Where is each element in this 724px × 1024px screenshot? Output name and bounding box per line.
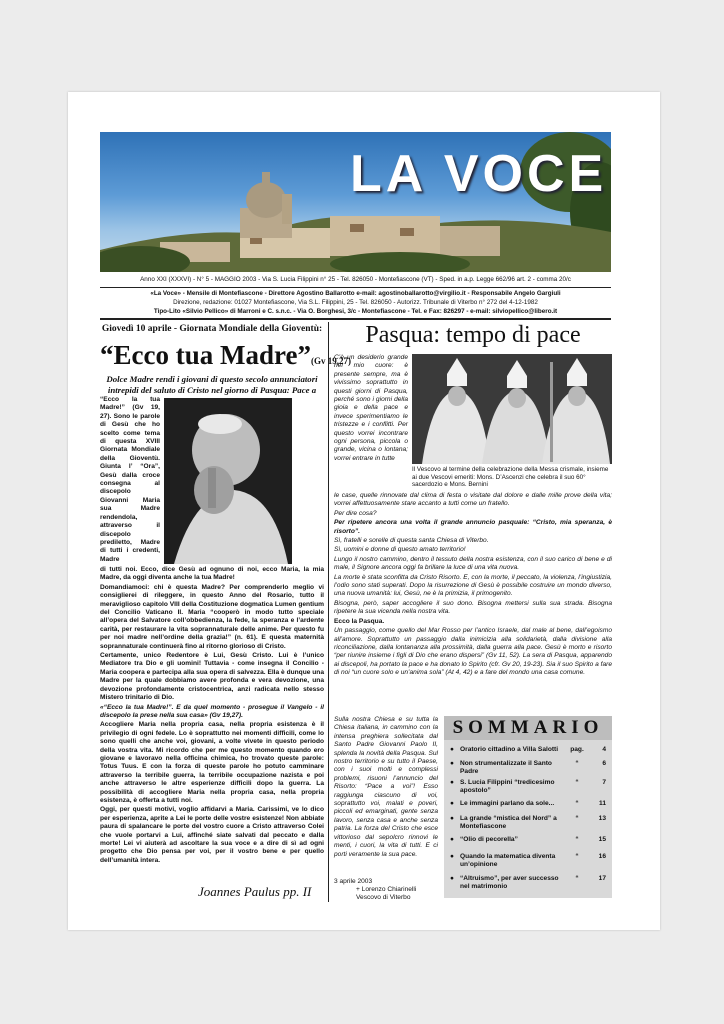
- bishops-photo-caption: Il Vescovo al termine della celebrazione della Messa crismale, insieme ai due Vescovi emeriti: Mons. D’Ascenzi che celebra il suo 60° sacerdozio e Mons. Bernini: [412, 466, 609, 489]
- pope-portrait-image: [164, 398, 292, 564]
- left-paragraph: Domandiamoci: chi è questa Madre? Per comprenderlo meglio vi consiglierei di rileggere, in questo Anno del Rosario, tutto il meraviglioso capitolo VIII della Costituzione dogmatica Lumen gentium del Concilio Vaticano II. Maria “cooperò in modo tutto speciale all’opera del Salvatore coll’obbedienza, la fede, la speranza e l’ardente carità, per restaurare la vita soprannaturale delle anime. Per questo fu per noi madre nell’ordine della grazia!” (n. 61). E questa maternità soprannaturale continuerà fino al ritorno glorioso di Cristo.: [100, 583, 324, 650]
- newspaper-page: [68, 92, 660, 930]
- summary-item-label: Quando la matematica diventa un’opinione: [460, 853, 556, 868]
- summary-box: [444, 716, 612, 898]
- ditto-mark: “: [575, 853, 579, 860]
- summary-item-label: “Altruismo”, per aver successo nel matrimonio: [460, 875, 559, 890]
- right-paragraph: Un passaggio, come quello del Mar Rosso per l’antico Israele, dal male al bene, dall’egoismo all’amore. Soprattutto un passaggio dalla inimicizia alla solidarietà, dalla divisione alla riconciliazione, dalla lontananza alla prossimità, dalla guerra alla pace. Gesù è morto e risorto “per riunire insieme i figli di Dio che erano dispersi” (Gv 11, 52). La sera di Pasqua, apparendo ai discepoli, ha portato la pace e ha donato lo Spirito (cfr. Gv 20, 19-23). Sia il suo Spirito a fare di noi “un cuore solo e un’anima sola” (At 4, 42) e a fare del mondo una casa comune.: [334, 627, 612, 677]
- publisher-line-2: Direzione, redazione: 01027 Montefiascone, Via S.L. Filippini, 25 - Tel. 826050 - Autorizz. Tribunale di Viterbo n° 272 del 4-12-1982: [173, 299, 538, 306]
- left-paragraph: Oggi, per questi motivi, voglio affidarvi a Maria. Carissimi, ve lo dico per esperienza, aprite a Lei le porte delle vostre esistenze! Non abbiate paura di spalancare le porte del vostro cuore a Cristo attraverso Colei che vuole portarvi a Lui, affinché siate salvati dal peccato e dalla morte! Lei vi aiuterà ad ascoltare la sua voce e a dire di sì ad ogni progetto che Dio pensa per voi, per il vostro bene e per quello dell’umanità intera.: [100, 806, 324, 864]
- publisher-line-3: Tipo-Lito «Silvio Pellico» di Marroni e C. s.n.c. - Via O. Borghesi, 3/c - Montefiascone - Tel. e Fax: 826297 - e-mail: silviopellico@libero.it: [153, 308, 558, 315]
- ditto-mark: “: [575, 815, 579, 822]
- divider: [100, 287, 611, 288]
- summary-item-page: 11: [599, 800, 606, 807]
- right-paragraph: Per ripetere ancora una volta il grande annuncio pasquale: “Cristo, mia speranza, è risorto”.: [334, 519, 612, 535]
- pope-signature: Joannes Paulus pp. II: [198, 884, 312, 899]
- right-paragraph: Lungo il nostro cammino, dentro il tessuto della nostra esistenza, con il suo carico di bene e di male, il Signore ancora oggi fa brillare la luce di una vita nuova.: [334, 555, 612, 572]
- summary-title: SOMMARIO: [444, 716, 612, 740]
- bullet-icon: ●: [450, 800, 454, 807]
- column-divider: [328, 322, 329, 902]
- right-paragraph: Per dire cosa?: [334, 509, 377, 517]
- left-paragraph: «“Ecco la tua Madre!”. E da quel momento - prosegue il Vangelo - il discepolo la prese nella sua casa» (Gv 19,27).: [100, 703, 324, 719]
- bishops-photo: [412, 354, 612, 464]
- left-subhead: Dolce Madre rendi i giovani di questo secolo annunciatori intrepidi del saluto di Cristo nel giorno di Pasqua: Pace a: [106, 374, 318, 395]
- article-author-role: Vescovo di Viterbo: [356, 894, 411, 901]
- left-kicker: Giovedì 10 aprile - Giornata Mondiale della Gioventù:: [101, 324, 323, 334]
- publisher-line-1: «La Voce» - Mensile di Montefiascone - Direttore Agostino Ballarotto e-mail: agostinoballarotto@virgilio.it - Responsabile Angelo Gargiuli: [150, 290, 561, 297]
- summary-item-page: 13: [598, 815, 606, 822]
- summary-page-header: pag.: [570, 746, 584, 753]
- article-author: + Lorenzo Chiarinelli: [356, 886, 417, 893]
- summary-item-page: 17: [598, 875, 606, 882]
- left-article-body: [100, 566, 324, 866]
- article-signoff: [334, 878, 438, 902]
- ditto-mark: “: [575, 800, 579, 807]
- right-paragraph: Sì, uomini e donne di questo amato territorio!: [334, 546, 466, 554]
- left-paragraph: Accogliere Maria nella propria casa, nella propria esistenza è il privilegio di ogni fedele. Lo è soprattutto nei momenti difficili, come lo sono quelli che anche voi, giovani, a volte vivete in questo periodo della vostra vita. Mi ricordo che per me questo momento quando ero giovane e lavoravo nella officina chimica, ho trovato queste parole: Totus Tuus. E con la forza di queste parole ho potuto camminare attraverso la terribile guerra, la terribile occupazione nazista e poi anche attraverso le altre esperienze difficili dopo la guerra. La possibilità di accogliere Maria nella propria casa, nella propria esistenza, è offerta a tutti noi.: [100, 721, 324, 804]
- bullet-icon: ●: [450, 760, 454, 767]
- summary-item-label: Le immagini parlano da sole...: [460, 800, 555, 807]
- left-narrow-text: “Ecco la tua Madre!” (Gv 19, 27). Sono le parole di Gesù che ho scelto come tema di questa XVIII Giornata Mondiale della Gioventù. Giunta l’ “Ora”, Gesù dalla croce consegna al discepolo Giovanni Maria sua Madre rendendola, attraverso il discepolo prediletto, Madre di tutti i credenti, Madre: [100, 396, 160, 563]
- left-headline: “Ecco tua Madre”: [100, 340, 311, 370]
- summary-item-page: 7: [602, 779, 606, 786]
- pope-photo: [164, 398, 292, 564]
- summary-item-page: 6: [602, 760, 606, 767]
- left-headline-ref: (Gv 19,27): [310, 356, 351, 366]
- masthead-banner: [100, 132, 611, 272]
- left-paragraph: Certamente, unico Redentore è Lui, Gesù Cristo. Lui è l’unico Mediatore tra Dio e gli uomini! Tuttavia - come insegna il Concilio - Maria coopera e partecipa alla sua opera di salvezza. Ella è dunque una Madre per la quale dobbiamo avere profonda e vera devozione, una devozione profondamente cristocentrica, anzi radicata nello stesso Mistero trinitario di Dio.: [100, 652, 324, 702]
- summary-item-label: La grande “mistica del Nord” a Montefiascone: [460, 815, 557, 830]
- bullet-icon: ●: [450, 779, 454, 786]
- divider: [100, 318, 611, 320]
- right-narrow-text: Sulla nostra Chiesa e su tutta la Chiesa italiana, in cammino con la intensa preghiera sollecitata dal Santo Padre Giovanni Paolo II, splenda la novità della Pasqua. Sul nostro territorio e su tutto il Paese, con i suoi molti e complessi problemi, risuoni l’annuncio del Risorto: “Pace a voi”! Esso raggiunga ciascuno di voi, soprattutto voi, malati e poveri, piccoli ed emarginati, gente senza lavoro, senza casa e anche senza patria. La forza del Cristo che esce vittorioso dal sepolcro rinnovi le menti, i cuori, la vita di tutti. E ci porti veramente la sua pace.: [334, 716, 438, 858]
- right-headline: Pasqua: tempo di pace: [365, 322, 581, 348]
- ditto-mark: “: [575, 836, 579, 843]
- right-paragraph: La morte è stata sconfitta da Cristo Risorto. E, con la morte, il peccato, la violenza, l’ingiustizia, l’odio sono stati superati. Dopo la risurrezione di Gesù è possibile costruire un mondo diverso, una nuova umanità: lui, Gesù, ne è la primizia, il primogenito.: [334, 573, 612, 598]
- right-paragraph: le case, quelle rinnovate dal clima di festa o visitate dal dolore e dalle mille prove della vita; vorrei affettuosamente stare accanto a tutti come un fratello.: [334, 492, 612, 508]
- summary-item-page: 4: [602, 746, 606, 753]
- bullet-icon: ●: [450, 853, 454, 860]
- summary-item-page: 16: [598, 853, 606, 860]
- right-article-body: [334, 492, 612, 679]
- article-date: 3 aprile 2003: [334, 878, 373, 885]
- ditto-mark: “: [575, 875, 579, 882]
- summary-item-label: S. Lucia Filippini “tredicesimo apostolo”: [460, 779, 555, 794]
- right-paragraph: Sì, fratelli e sorelle di questa santa Chiesa di Viterbo.: [334, 537, 489, 545]
- issue-info-line: Anno XXI (XXXVI) - N° 5 - MAGGIO 2003 - Via S. Lucia Filippini n° 25 - Tel. 826050 - Montefiascone (VT) - Sped. in a.p. Legge 662/96 art. 2 - comma 20/c: [140, 276, 571, 283]
- bullet-icon: ●: [450, 836, 454, 843]
- bullet-icon: ●: [450, 746, 454, 753]
- newspaper-title: LA VOCE: [350, 145, 608, 203]
- bullet-icon: ●: [450, 875, 454, 882]
- left-headline-block: [100, 340, 351, 371]
- right-intro-text: C’è un desiderio grande nel mio cuore: è presente sempre, ma è vivissimo soprattutto in questi giorni di Pasqua, perché sono i giorni della gioia e della pace e invece sperimentiamo le tristezze e i conflitti. Per questo vorrei incontrare ogni persona, piccola o grande, vicina o lontana; vorrei entrare in tutte: [334, 354, 408, 462]
- right-paragraph: Ecco la Pasqua.: [334, 617, 385, 625]
- summary-item-label: Non strumentalizzate il Santo Padre: [460, 760, 552, 775]
- summary-item-label: “Olio di pecorella”: [460, 836, 518, 843]
- bishops-image: [412, 354, 612, 464]
- right-paragraph: Bisogna, però, saper accogliere il suo dono. Bisogna mettersi sulla sua strada. Bisogna ripetere la sua vicenda nella nostra vita.: [334, 599, 612, 616]
- summary-item-page: 15: [598, 836, 606, 843]
- summary-item-label: Oratorio cittadino a Villa Salotti: [460, 746, 559, 753]
- ditto-mark: “: [575, 760, 579, 767]
- bullet-icon: ●: [450, 815, 454, 822]
- ditto-mark: “: [575, 779, 579, 786]
- left-paragraph: di tutti noi. Ecco, dice Gesù ad ognuno di noi, ecco Maria, la mia Madre, da oggi diventa anche la tua Madre!: [100, 566, 324, 582]
